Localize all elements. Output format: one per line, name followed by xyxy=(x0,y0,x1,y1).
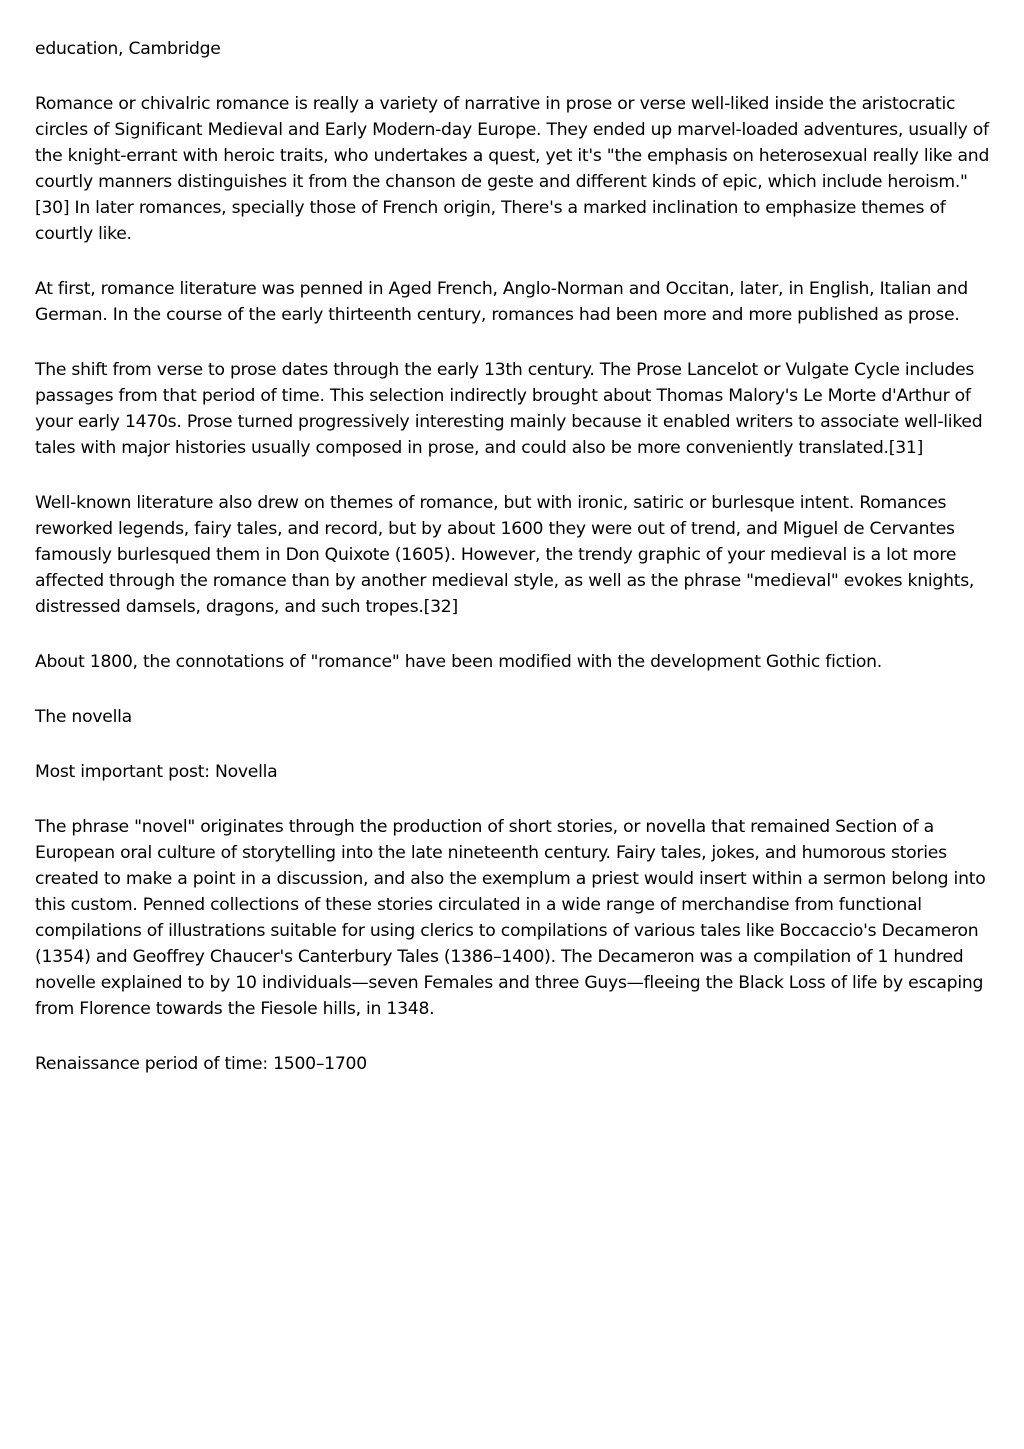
paragraph-gothic-fiction: About 1800, the connotations of "romance" have been modified with the development Gothic fiction. xyxy=(35,652,882,672)
paragraph-novel-origins: The phrase "novel" originates through the production of short stories, or novella that remained Section of a European oral culture of storytelling into the late nineteenth century. Fairy tales, jokes, and humorous stories created to make a point in a discussion, and also the exemplum a priest would insert within a sermon belong into this custom. Penned collections of these stories circulated in a wide range of merchandise from functional compilations of illustrations suitable for using clerics to compilations of various tales like Boccaccio's Decameron (1354) and Geoffrey Chaucer's Canterbury Tales (1386–1400). The Decameron was a compilation of 1 hundred novelle explained to by 10 individuals—seven Females and three Guys—fleeing the Black Loss of life by escaping from Florence towards the Fiesole hills, in 1348. xyxy=(35,817,986,1019)
section-heading-novella: The novella xyxy=(35,707,132,727)
main-article-note: Most important post: Novella xyxy=(35,762,278,782)
paragraph-verse-to-prose: The shift from verse to prose dates through the early 13th century. The Prose Lancelot or Vulgate Cycle includes passages from that period of time. This selection indirectly brought about Thomas Malory's Le Morte d'Arthur of your early 1470s. Prose turned progressively interesting mainly because it enabled writers to associate well-liked tales with major histories usually composed in prose, and could also be more conveniently translated.[31] xyxy=(35,360,983,458)
paragraph-popular-literature: Well-known literature also drew on themes of romance, but with ironic, satiric or burlesque intent. Romances reworked legends, fairy tales, and record, but by about 1600 they were out of trend, and Miguel de Cervantes famously burlesqued them in Don Quixote (1605). However, the trendy graphic of your medieval is a lot more affected through the romance than by another medieval style, as well as the phrase "medieval" evokes knights, distressed damsels, dragons, and such tropes.[32] xyxy=(35,493,975,617)
document-body xyxy=(35,36,993,1106)
paragraph-romance-languages: At first, romance literature was penned in Aged French, Anglo-Norman and Occitan, later, in English, Italian and German. In the course of the early thirteenth century, romances had been more and more published as prose. xyxy=(35,279,968,325)
paragraph-chivalric-romance: Romance or chivalric romance is really a variety of narrative in prose or verse well-liked inside the aristocratic circles of Significant Medieval and Early Modern-day Europe. They ended up marvel-loaded adventures, usually of the knight-errant with heroic traits, who undertakes a quest, yet it's "the emphasis on heterosexual really like and courtly manners distinguishes it from the chanson de geste and different kinds of epic, which include heroism."[30] In later romances, specially those of French origin, There's a marked inclination to emphasize themes of courtly like. xyxy=(35,94,990,244)
paragraph-source-line: education, Cambridge xyxy=(35,39,221,59)
section-heading-renaissance: Renaissance period of time: 1500–1700 xyxy=(35,1054,367,1074)
